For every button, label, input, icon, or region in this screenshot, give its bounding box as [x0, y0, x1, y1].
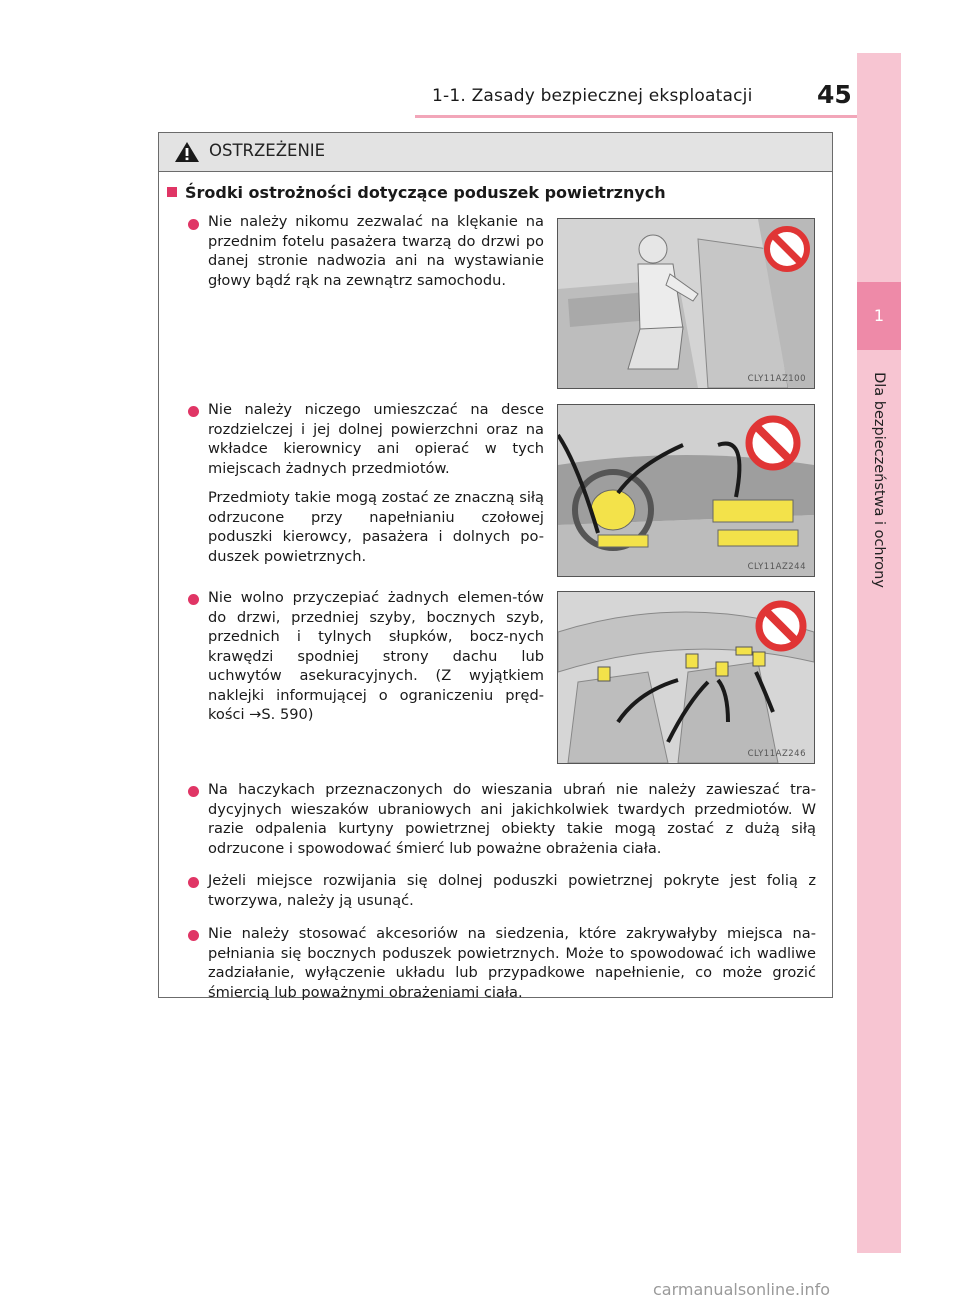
warning-item-5: Jeżeli miejsce rozwijania się dolnej poduszki powietrznej pokryte jest folią z tworzywa, należy ją usunąć.	[208, 872, 816, 909]
bullet-icon	[188, 406, 199, 417]
warning-item-6: Nie należy stosować akcesoriów na siedzenia, które zakrywałyby miejsca na-pełniania się bocznych poduszek powietrznych. Może to spowodować ich wadliwe zadziałanie, wyłączenie układu lub przypadkowe napełnienie, co może grozić śmiercią lub poważnymi obrażeniami ciała.	[208, 925, 816, 1001]
chapter-number: 1	[857, 282, 901, 350]
chapter-title: Dla bezpieczeństwa i ochrony	[871, 372, 887, 588]
figure-code: CLY11AZ100	[747, 374, 806, 384]
figure-kneeling-passenger	[557, 218, 815, 389]
chapter-side-tab	[857, 53, 901, 1253]
warning-item-4: Na haczykach przeznaczonych do wieszania ubrań nie należy zawieszać tra-dycyjnych wieszaków ubraniowych ani jakichkolwiek twardych przedmiotów. W razie odpalenia kurtyny powietrznej obiekty takie mogą zostać z dużą siłą odrzucone i spowodować śmierć lub poważne obrażenia ciała.	[208, 781, 816, 857]
warning-title: OSTRZEŻENIE	[209, 141, 326, 160]
bullet-icon	[188, 219, 199, 230]
warning-triangle-icon	[174, 141, 200, 167]
warning-section-title-text: Środki ostrożności dotyczące poduszek powietrznych	[185, 183, 666, 202]
figure-code: CLY11AZ244	[747, 562, 806, 572]
warning-header	[159, 133, 832, 172]
running-header: 1-1. Zasady bezpiecznej eksploatacji	[432, 86, 753, 106]
bullet-icon	[188, 877, 199, 888]
warning-item-2: Nie należy niczego umieszczać na desce rozdzielczej i jej dolnej powierzchni oraz na wkładce kierownicy ani opierać w tych miejscach żadnych przedmiotów.	[208, 401, 544, 477]
warning-section-title	[167, 183, 666, 202]
warning-item-2-extra: Przedmioty takie mogą zostać ze znaczną siłą odrzucone przy napełnianiu czołowej poduszki kierowcy, pasażera i dolnych po-duszek powietrznych.	[208, 489, 544, 565]
square-bullet-icon	[167, 187, 177, 197]
figure-pillars-attachments	[557, 591, 815, 764]
warning-item-3: Nie wolno przyczepiać żadnych elemen-tów do drzwi, przedniej szyby, bocznych szyb, przednich i tylnych słupków, bocz-nych krawędzi spodniej strony dachu lub uchwytów asekuracyjnych. (Z wyjątkiem naklejki informującej o ograniczeniu pręd-kości →S. 590)	[208, 589, 544, 723]
prohibited-icon	[743, 413, 803, 473]
warning-item-1: Nie należy nikomu zezwalać na klękanie na przednim fotelu pasażera twarzą do drzwi po danej stronie nadwozia ani na wystawianie głowy bądź rąk na zewnątrz samochodu.	[208, 213, 544, 289]
figure-dashboard-airbags	[557, 404, 815, 577]
figure-code: CLY11AZ246	[747, 749, 806, 759]
bullet-icon	[188, 594, 199, 605]
bullet-icon	[188, 930, 199, 941]
prohibited-icon	[753, 598, 809, 654]
bullet-icon	[188, 786, 199, 797]
page-number: 45	[817, 80, 852, 109]
prohibited-icon	[763, 225, 811, 273]
watermark: carmanualsonline.info	[653, 1280, 831, 1299]
header-rule	[415, 115, 857, 118]
